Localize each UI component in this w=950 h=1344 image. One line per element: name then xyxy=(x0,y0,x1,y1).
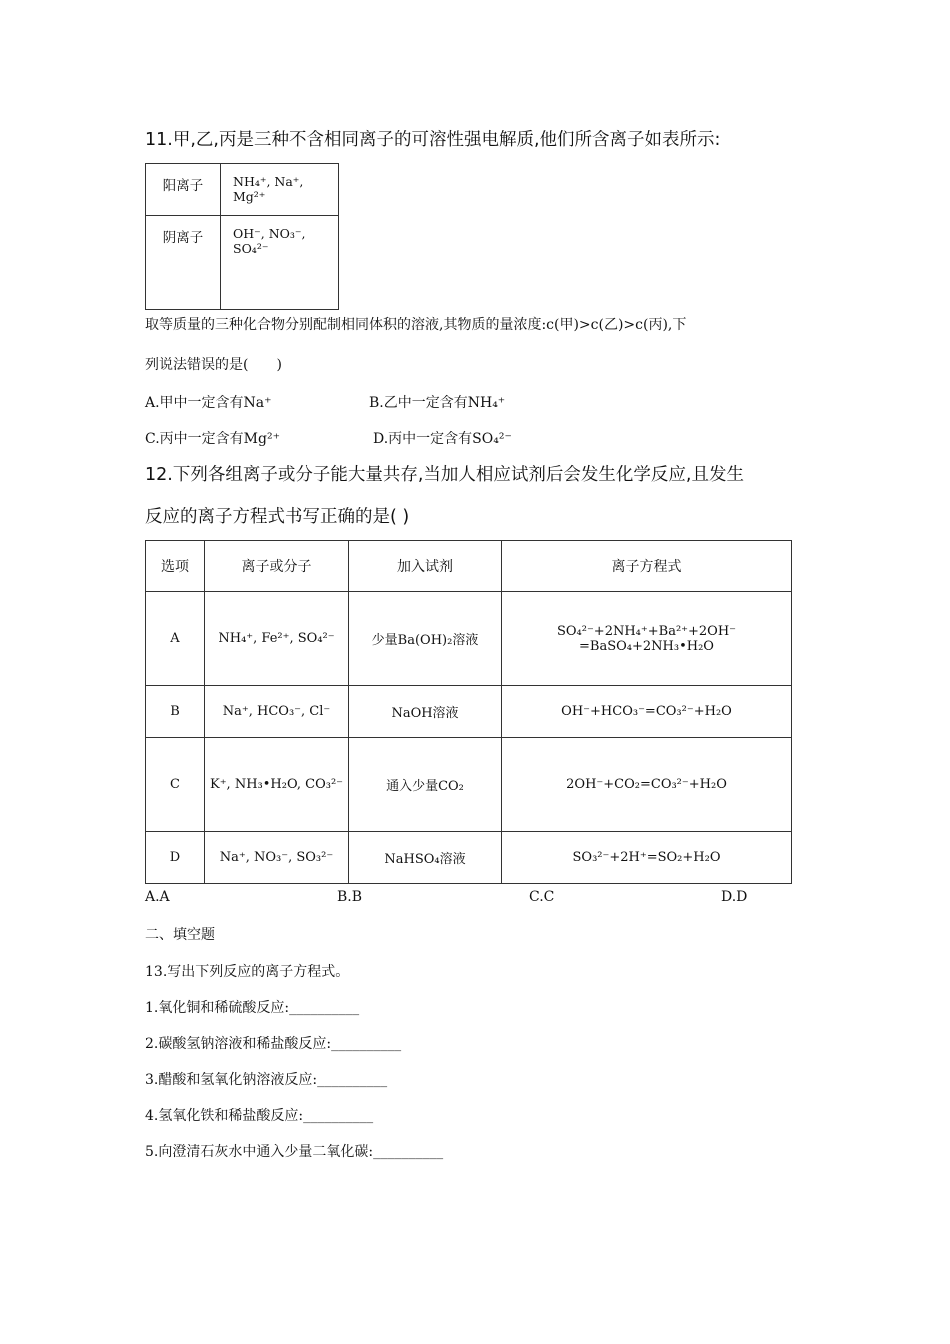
table-row xyxy=(146,686,792,738)
q11-option-c[interactable]: C.丙中一定含有Mg²⁺ xyxy=(145,431,280,447)
section2-heading: 二、填空题 xyxy=(145,927,215,943)
q12-answer-d[interactable]: D.D xyxy=(721,889,748,905)
row-option: D xyxy=(146,832,205,884)
row-reagent: 通入少量CO₂ xyxy=(349,738,502,832)
q11-stem-line1: 取等质量的三种化合物分别配制相同体积的溶液,其物质的量浓度:c(甲)>c(乙)>c(丙),下 xyxy=(145,317,687,333)
row-species: NH₄⁺, Fe²⁺, SO₄²⁻ xyxy=(205,592,349,686)
row-equation: 2OH⁻+CO₂=CO₃²⁻+H₂O xyxy=(502,738,792,832)
header-option: 选项 xyxy=(146,541,205,592)
row-species: Na⁺, NO₃⁻, SO₃²⁻ xyxy=(205,832,349,884)
q12-table xyxy=(145,540,792,884)
q13-title: 13.写出下列反应的离子方程式。 xyxy=(145,964,350,980)
anion-label: 阴离子 xyxy=(146,216,221,310)
row-equation: SO₃²⁻+2H⁺=SO₂+H₂O xyxy=(502,832,792,884)
cation-label: 阳离子 xyxy=(146,164,221,216)
q11-option-a[interactable]: A.甲中一定含有Na⁺ xyxy=(145,395,272,411)
anion-ions: OH⁻, NO₃⁻, SO₄²⁻ xyxy=(221,216,339,310)
row-species: K⁺, NH₃•H₂O, CO₃²⁻ xyxy=(205,738,349,832)
q13-item[interactable]: 5.向澄清石灰水中通入少量二氧化碳:__________ xyxy=(145,1144,444,1160)
q12-title-line2: 反应的离子方程式书写正确的是( ) xyxy=(145,507,410,527)
header-equation: 离子方程式 xyxy=(502,541,792,592)
q12-answer-a[interactable]: A.A xyxy=(145,889,170,905)
row-reagent: NaHSO₄溶液 xyxy=(349,832,502,884)
row-option: C xyxy=(146,738,205,832)
q13-item[interactable]: 3.醋酸和氢氧化钠溶液反应:__________ xyxy=(145,1072,388,1088)
q11-stem-line2: 列说法错误的是( ) xyxy=(145,357,282,373)
header-reagent: 加入试剂 xyxy=(349,541,502,592)
row-reagent: NaOH溶液 xyxy=(349,686,502,738)
row-option: B xyxy=(146,686,205,738)
q11-option-b[interactable]: B.乙中一定含有NH₄⁺ xyxy=(369,395,506,411)
row-species: Na⁺, HCO₃⁻, Cl⁻ xyxy=(205,686,349,738)
q11-title: 11.甲,乙,丙是三种不含相同离子的可溶性强电解质,他们所含离子如表所示: xyxy=(145,130,721,150)
header-species: 离子或分子 xyxy=(205,541,349,592)
row-equation: OH⁻+HCO₃⁻=CO₃²⁻+H₂O xyxy=(502,686,792,738)
table-header-row xyxy=(146,541,792,592)
row-option: A xyxy=(146,592,205,686)
table-row xyxy=(146,592,792,686)
q13-item[interactable]: 2.碳酸氢钠溶液和稀盐酸反应:__________ xyxy=(145,1036,402,1052)
q13-item[interactable]: 4.氢氧化铁和稀盐酸反应:__________ xyxy=(145,1108,374,1124)
q12-answer-b[interactable]: B.B xyxy=(337,889,363,905)
row-reagent: 少量Ba(OH)₂溶液 xyxy=(349,592,502,686)
cation-ions: NH₄⁺, Na⁺, Mg²⁺ xyxy=(221,164,339,216)
q11-option-d[interactable]: D.丙中一定含有SO₄²⁻ xyxy=(373,431,512,447)
q12-title-line1: 12.下列各组离子或分子能大量共存,当加人相应试剂后会发生化学反应,且发生 xyxy=(145,465,744,485)
row-equation: SO₄²⁻+2NH₄⁺+Ba²⁺+2OH⁻ =BaSO₄+2NH₃•H₂O xyxy=(502,592,792,686)
q11-ion-table xyxy=(145,163,339,310)
q12-answer-c[interactable]: C.C xyxy=(529,889,555,905)
table-row xyxy=(146,832,792,884)
q13-item[interactable]: 1.氧化铜和稀硫酸反应:__________ xyxy=(145,1000,360,1016)
table-row xyxy=(146,738,792,832)
